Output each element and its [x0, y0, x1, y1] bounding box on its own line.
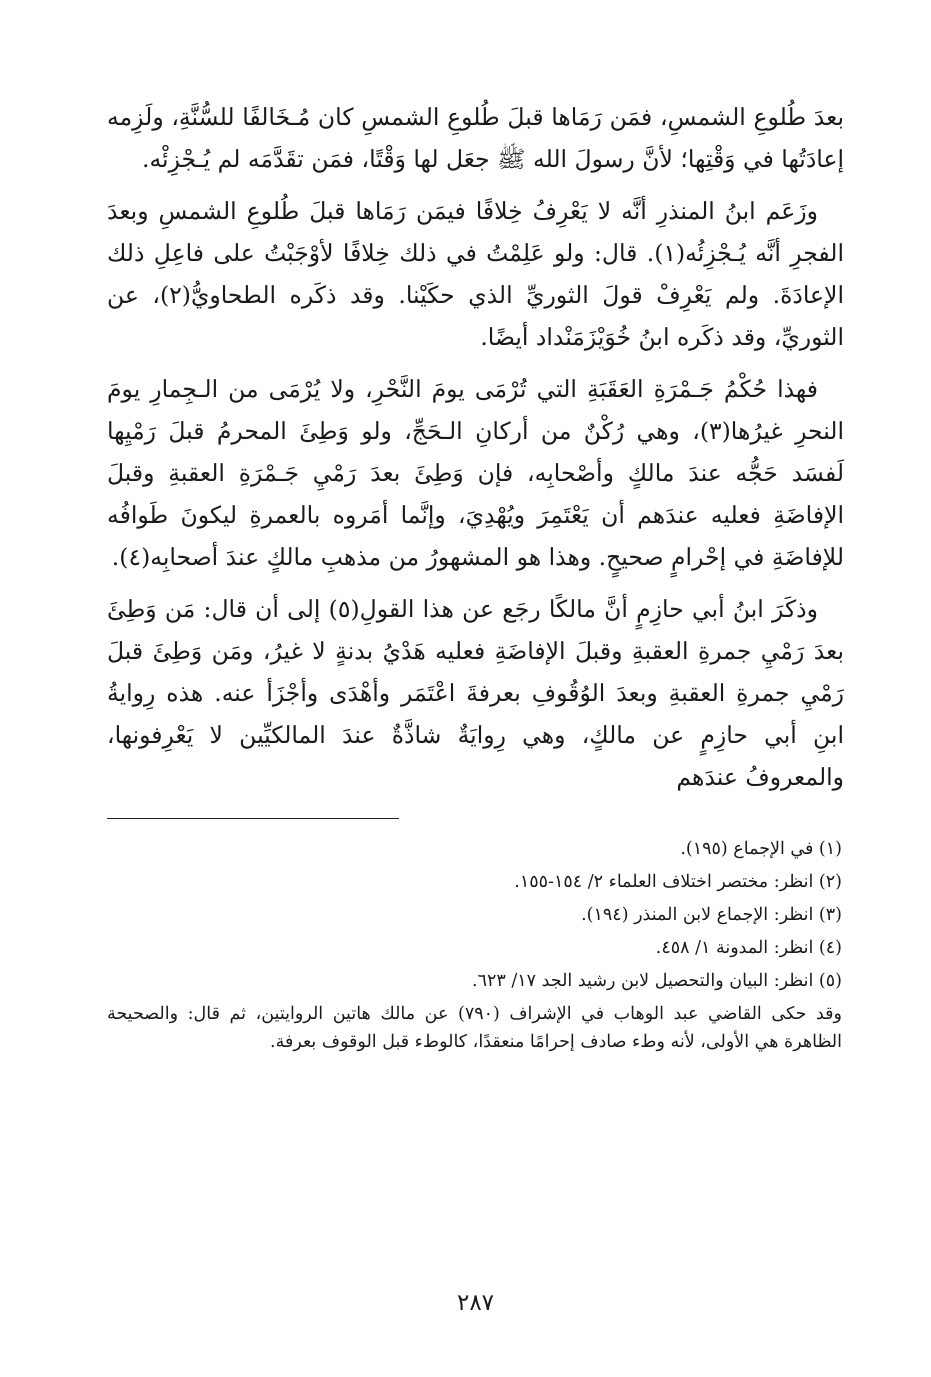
page-number: ٢٨٧ [456, 1290, 495, 1316]
paragraph-1: بعدَ طُلوعِ الشمسِ، فمَن رَمَاها قبلَ طُلوعِ الشمسِ كان مُـخَالفًا للسُّنَّةِ، ولَزِمه إعادَتُها في وَقْتِها؛ لأنَّ رسولَ الله ﷺ جعَل لها وَقْتًا، فمَن تقَدَّمَه لم يُـجْزِئْه. [107, 103, 844, 173]
paragraph-3: فهذا حُكْمُ جَـمْرَةِ العَقَبَةِ التي تُرْمَى يومَ النَّحْرِ، ولا يُرْمَى من الـجِمارِ يومَ النحرِ غيرُها(٣)، وهي رُكْنٌ من أركانِ الـحَجِّ، ولو وَطِئَ المحرمُ قبلَ رَمْيِها لَفسَد حَجُّه عندَ مالكٍ وأصْحابِه، فإن وَطِئَ بعدَ رَمْيِ جَـمْرَةِ العقبةِ وقبلَ الإفاضَةِ فعليه عندَهم أن يَعْتَمِرَ ويُهْدِيَ، وإنَّما أمَروه بالعمرةِ ليكونَ طَوافُه للإفاضَةِ في إحْرامٍ صحيحٍ. وهذا هو المشهورُ من مذهبِ مالكٍ عندَ أصحابِه(٤). [107, 375, 844, 571]
footnote-divider [107, 818, 399, 819]
footnote-2: (٢) انظر: مختصر اختلاف العلماء ٢/ ١٥٤-١٥٥. [514, 872, 842, 892]
paragraph-2: وزَعَم ابنُ المنذرِ أنَّه لا يَعْرِفُ خِلافًا فيمَن رَمَاها قبلَ طُلوعِ الشمسِ وبعدَ الفجرِ أنَّه يُـجْزِئُه(١). قال: ولو عَلِمْتُ في ذلك خِلافًا لأوْجَبْتُ على فاعِلِ ذلك الإعادَةَ. ولم يَعْرِفْ قولَ الثوريِّ الذي حكَيْنا. وقد ذكَره الطحاويُّ(٢)، عن الثوريِّ، وقد ذكَره ابنُ خُوَيْزَمَنْداد أيضًا. [107, 197, 844, 351]
footnote-1: (١) في الإجماع (١٩٥). [680, 839, 842, 859]
main-text [107, 96, 844, 798]
footnote-5: (٥) انظر: البيان والتحصيل لابن رشيد الجد ١٧/ ٦٢٣. [471, 971, 842, 991]
footnotes [107, 833, 844, 1056]
footnote-5-continuation: وقد حكى القاضي عبد الوهاب في الإشراف (٧٩٠) عن مالك هاتين الروايتين، ثم قال: والصحيحة الظاهرة هي الأولى، لأنه وطء صادف إحرامًا منعقدًا، كالوطء قبل الوقوف بعرفة. [107, 1004, 842, 1052]
paragraph-4: وذكَرَ ابنُ أبي حازِمٍ أنَّ مالكًا رجَع عن هذا القولِ(٥) إلى أن قال: مَن وَطِئَ بعدَ رَمْيِ جمرةِ العقبةِ وقبلَ الإفاضَةِ فعليه هَدْيُ بدنةٍ لا غيرُ، ومَن وَطِئَ قبلَ رَمْيِ جمرةِ العقبةِ وبعدَ الوُقُوفِ بعرفةَ اعْتَمَر وأهْدَى وأجْزَأ عنه. هذه رِوايةُ ابنِ أبي حازِمٍ عن مالكٍ، وهي رِوايَةٌ شاذَّةٌ عندَ المالكيِّين لا يَعْرِفونها، والمعروفُ عندَهم [107, 595, 844, 791]
footnote-4: (٤) انظر: المدونة ١/ ٤٥٨. [655, 938, 842, 958]
book-page [107, 96, 844, 1356]
footnote-3: (٣) انظر: الإجماع لابن المنذر (١٩٤). [581, 905, 842, 925]
